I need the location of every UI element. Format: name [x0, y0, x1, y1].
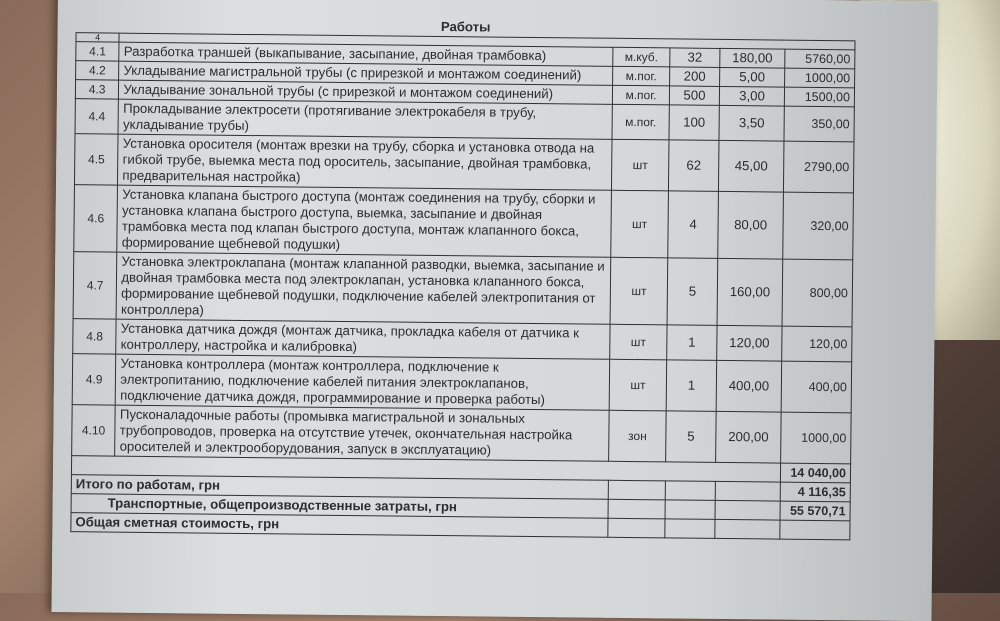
cell-qty: 32 — [670, 48, 720, 68]
cell-total: 320,00 — [783, 192, 853, 260]
cell-total: 800,00 — [782, 259, 852, 327]
cell-unit: зон — [608, 410, 666, 462]
cell-unit: м.пог. — [612, 104, 670, 140]
cell-qty: 100 — [669, 105, 719, 141]
cell-total: 1500,00 — [785, 87, 855, 107]
cell-total: 2790,00 — [784, 141, 854, 193]
cell-desc: Установка клапана быстрого доступа (монтаж соединения на трубу, сборки и установка клапана быстрого доступа, выемка, засыпание и двойная трамбовка места под клапан быстрого доступа, монтаж клапанного бокса, формирование щебневой подушки) — [117, 185, 611, 257]
summary-label: Транспортные, общепроизводственные затраты, грн — [71, 494, 608, 519]
estimate-document — [52, 0, 938, 621]
cell-qty: 500 — [670, 86, 720, 106]
cell-price: 200,00 — [715, 411, 781, 463]
summary-value: 4 116,35 — [781, 482, 851, 502]
cell-num: 4.6 — [74, 185, 118, 252]
cell-price: 80,00 — [717, 191, 783, 259]
cell-num: 4.3 — [75, 80, 119, 99]
summary-label: Общая сметная стоимость, грн — [71, 513, 608, 538]
works-table — [70, 14, 855, 540]
cell-total: 5760,00 — [785, 49, 855, 69]
cell-num: 4.7 — [73, 252, 117, 319]
cell-qty: 5 — [666, 411, 716, 463]
cell-price: 160,00 — [717, 258, 783, 326]
cell-desc: Установка электроклапана (монтаж клапанной разводки, выемка, засыпание и двойная трамбовка места под электроклапан, установка клапанного бокса, формирование щебневой подушки, подключение кабелей электропитания от контроллера) — [116, 252, 610, 324]
cell-desc: Укладывание зональной трубы (с прирезкой и монтажом соединений) — [119, 80, 613, 104]
cell-qty: 1 — [667, 325, 717, 361]
cell-desc: Установка контроллера (монтаж контроллера, подключение к электропитанию, подключение кабелей питания электроклапанов, подключение датчика дождя, программирование и проверка работы) — [116, 354, 610, 410]
cell-desc: Установка оросителя (монтаж врезки на трубу, сборка и установка отвода на гибкой трубе, выемка места под ороситель, засыпание, двойная трамбовка, предварительная настройка) — [118, 134, 612, 190]
cell-total: 1000,00 — [785, 68, 855, 88]
cell-qty: 200 — [670, 67, 720, 87]
section-title: Работы — [76, 14, 855, 41]
cell-qty: 62 — [669, 140, 719, 192]
section-number: 4 — [76, 33, 119, 42]
cell-desc: Укладывание магистральной трубы (с прирезкой и монтажом соединений) — [119, 61, 613, 85]
cell-unit: м.пог. — [612, 85, 670, 105]
cell-unit: шт — [610, 257, 668, 325]
cell-num: 4.4 — [75, 99, 119, 134]
cell-price: 120,00 — [716, 325, 782, 361]
cell-num: 4.9 — [72, 354, 116, 405]
cell-desc: Прокладывание электросети (протягивание электрокабеля в трубу, укладывание трубы) — [118, 99, 612, 139]
cell-unit: шт — [609, 359, 667, 411]
cell-unit: шт — [611, 190, 669, 258]
cell-qty: 5 — [667, 258, 717, 326]
table-row — [74, 185, 854, 260]
cell-price: 3,00 — [719, 86, 785, 106]
cell-price: 45,00 — [718, 140, 784, 192]
cell-desc: Пусконаладочные работы (промывка магистральной и зональных трубопроводов, проверка на отсутствие утечек, окончательная настройка оросителей и электрооборудования, запуск в эксплуатацию) — [115, 405, 609, 461]
summary-value: 55 570,71 — [780, 501, 850, 521]
cell-num: 4.5 — [74, 134, 118, 185]
summary-label: Итого по работам, грн — [71, 475, 608, 500]
cell-total: 120,00 — [782, 326, 852, 362]
cell-num: 4.10 — [72, 405, 116, 456]
cell-total: 1000,00 — [781, 412, 851, 464]
table-row — [72, 354, 851, 413]
cell-unit: м.пог. — [612, 66, 670, 86]
cell-qty: 4 — [668, 191, 718, 259]
cell-unit: шт — [609, 324, 667, 360]
table-row — [72, 405, 851, 464]
table-row — [74, 134, 853, 193]
works-sum: 14 040,00 — [781, 463, 851, 483]
cell-desc: Установка датчика дождя (монтаж датчика, прокладка кабеля от датчика к контроллеру, настройка и калибровка) — [116, 319, 610, 359]
cell-num: 4.1 — [76, 42, 120, 61]
cell-unit: шт — [611, 139, 669, 191]
cell-total: 400,00 — [781, 361, 851, 413]
cell-num: 4.2 — [76, 61, 120, 80]
cell-desc: Разработка траншей (выкапывание, засыпание, двойная трамбовка) — [119, 42, 613, 66]
cell-num: 4.8 — [73, 319, 117, 354]
cell-price: 400,00 — [716, 360, 782, 412]
cell-price: 3,50 — [719, 105, 785, 141]
table-row — [73, 252, 853, 327]
cell-qty: 1 — [666, 360, 716, 412]
summary-value — [780, 520, 850, 540]
cell-price: 180,00 — [719, 48, 785, 68]
cell-unit: м.куб. — [613, 47, 671, 67]
cell-price: 5,00 — [719, 67, 785, 87]
cell-total: 350,00 — [784, 106, 854, 142]
